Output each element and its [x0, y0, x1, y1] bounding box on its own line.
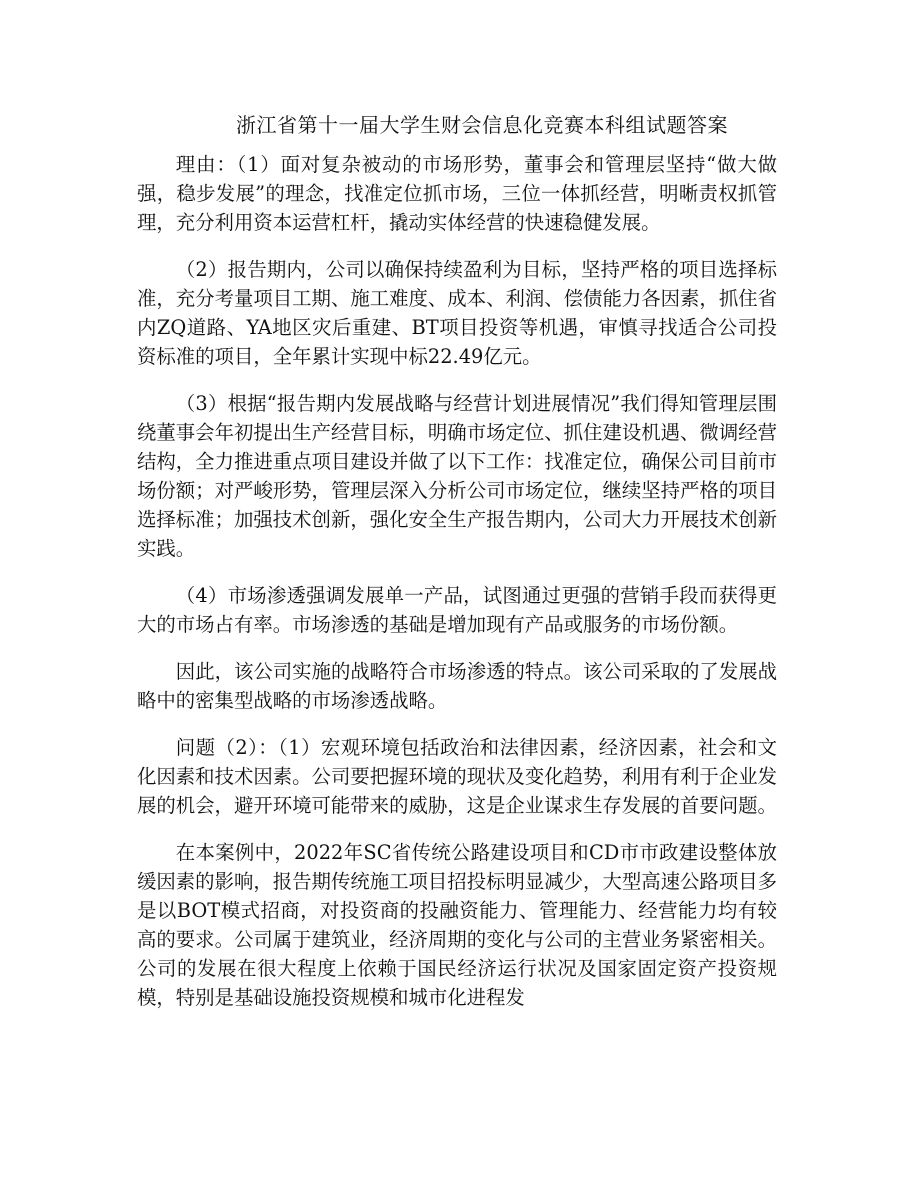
paragraph-reason-2: （2）报告期内，公司以确保持续盈利为目标，坚持严格的项目选择标准，充分考量项目工期、施工难度、成本、利润、偿债能力各因素，抓住省内ZQ道路、YA地区灾后重建、BT项目投资等机遇，审慎寻找适合公司投资标准的项目，全年累计实现中标22.49亿元。: [137, 258, 777, 368]
paragraph-case-analysis: 在本案例中，2022年SC省传统公路建设项目和CD市市政建设整体放缓因素的影响，报告期传统施工项目招投标明显减少，大型高速公路项目多是以BOT模式招商，对投资商的投融资能力、管理能力、经营能力均有较高的要求。公司属于建筑业，经济周期的变化与公司的主营业务紧密相关。公司的发展在很大程度上依赖于国民经济运行状况及国家固定资产投资规模，特别是基础设施投资规模和城市化进程发: [137, 841, 777, 1009]
paragraph-question-2: 问题（2）：（1）宏观环境包括政治和法律因素，经济因素，社会和文化因素和技术因素。公司要把握环境的现状及变化趋势，利用有利于企业发展的机会，避开环境可能带来的威胁，这是企业谋求生存发展的首要问题。: [137, 736, 777, 817]
document-body: [137, 150, 777, 1030]
paragraph-conclusion: 因此，该公司实施的战略符合市场渗透的特点。该公司采取的了发展战略中的密集型战略的市场渗透战略。: [137, 660, 777, 712]
paragraph-reason-3: （3）根据“报告期内发展战略与经营计划进展情况”我们得知管理层围绕董事会年初提出生产经营目标，明确市场定位、抓住建设机遇、微调经营结构，全力推进重点项目建设并做了以下工作：找准定位，确保公司目前市场份额；对严峻形势，管理层深入分析公司市场定位，继续坚持严格的项目选择标准；加强技术创新，强化安全生产报告期内，公司大力开展技术创新实践。: [137, 392, 777, 560]
paragraph-reason-4: （4）市场渗透强调发展单一产品，试图通过更强的营销手段而获得更大的市场占有率。市场渗透的基础是增加现有产品或服务的市场份额。: [137, 584, 777, 636]
paragraph-reason-1: 理由：（1）面对复杂被动的市场形势，董事会和管理层坚持“做大做强，稳步发展”的理念，找准定位抓市场，三位一体抓经营，明晰责权抓管理，充分利用资本运营杠杆，撬动实体经营的快速稳健发展。: [137, 153, 777, 234]
document-title: 浙江省第十一届大学生财会信息化竞赛本科组试题答案: [236, 113, 728, 137]
